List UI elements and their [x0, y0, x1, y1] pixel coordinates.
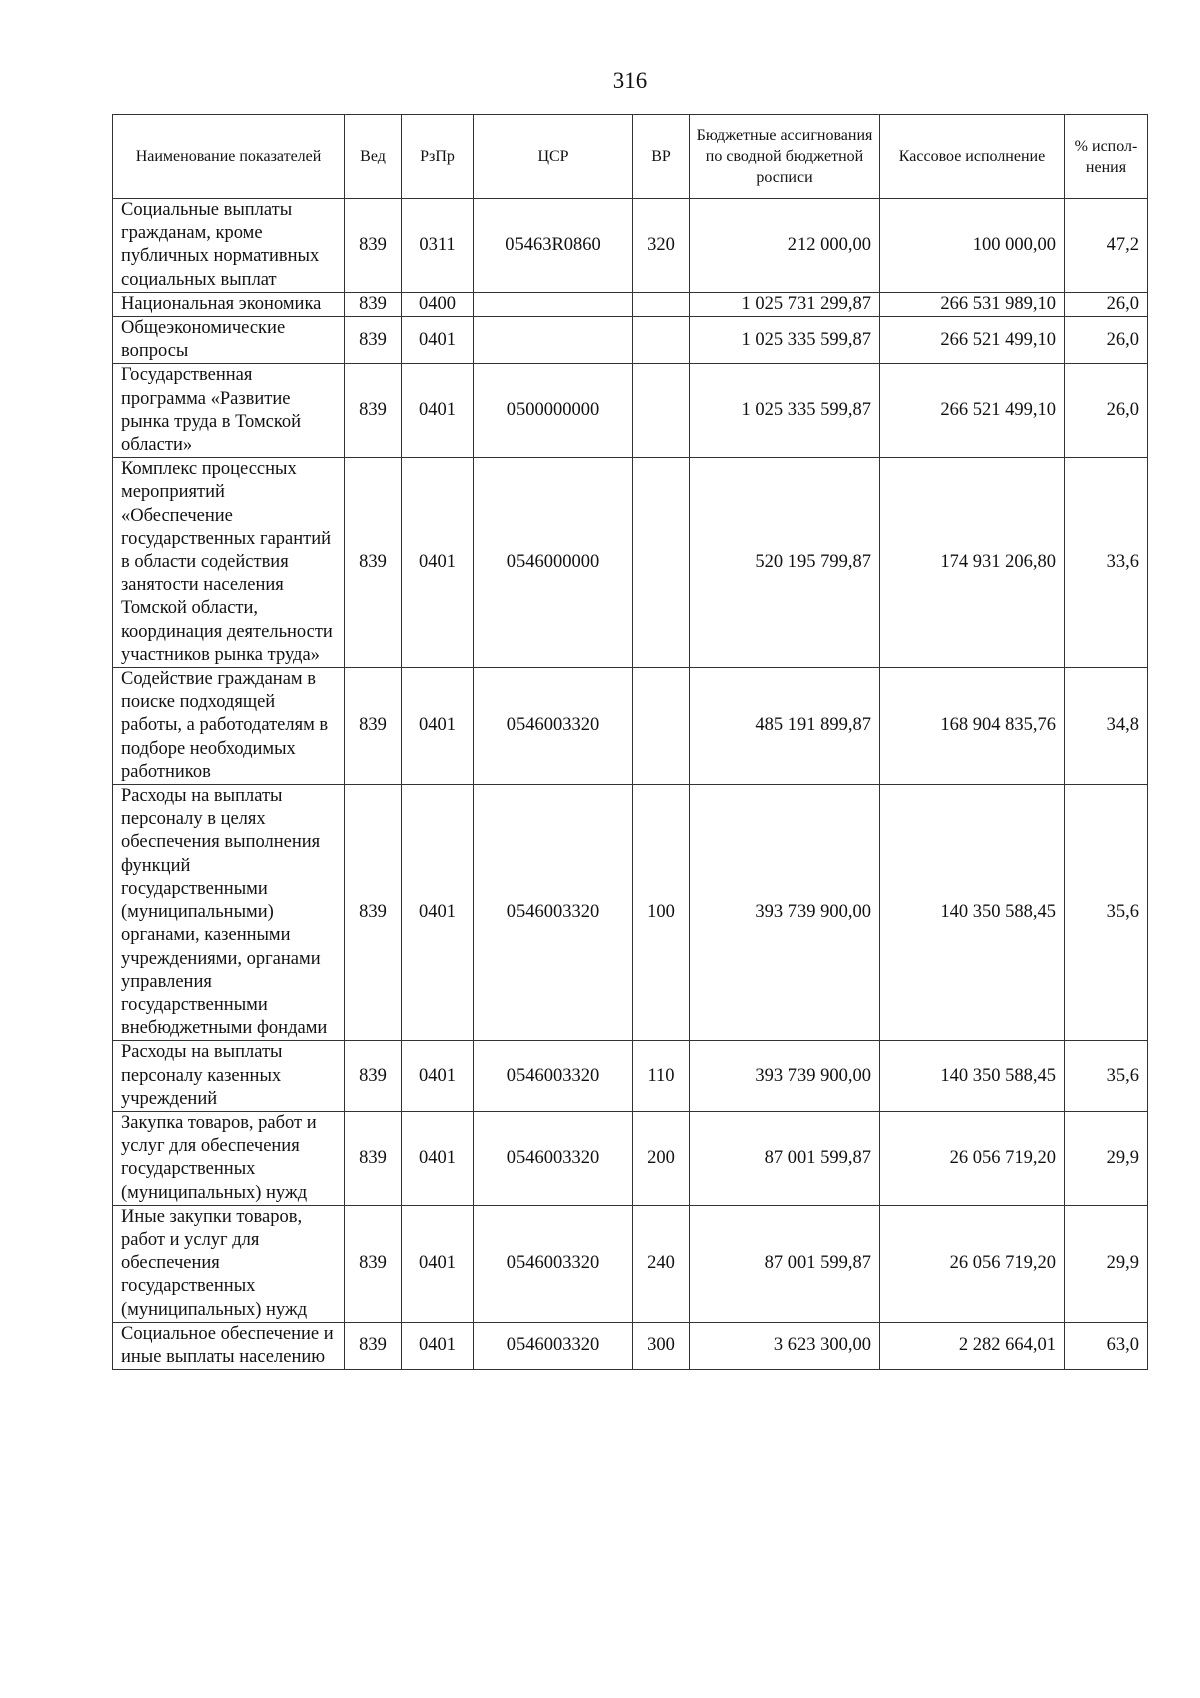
row-cash-cell: 140 350 588,45 — [880, 785, 1065, 1041]
row-csr-cell: 0546003320 — [474, 668, 633, 785]
row-vr-cell: 320 — [633, 199, 690, 293]
row-name-cell: Комплекс процессных мероприятий «Обеспечение государственных гарантий в области содействия занятости населения Томской области, координация деятельности участников рынка труда» — [113, 458, 345, 668]
row-csr-cell: 0546003320 — [474, 1205, 633, 1322]
row-budget-cell: 87 001 599,87 — [690, 1111, 880, 1205]
row-rzpr-cell: 0401 — [402, 668, 474, 785]
row-vr-cell — [633, 364, 690, 458]
table-row — [113, 458, 1148, 668]
row-ved-cell: 839 — [345, 668, 402, 785]
header-budget: Бюджетные ассигнования по сводной бюджетной росписи — [690, 115, 880, 199]
row-name-cell: Расходы на выплаты персоналу в целях обеспечения выполнения функций государственными (муниципальными) органами, казенными учреждениями, органами управления государственными внебюджетными фондами — [113, 785, 345, 1041]
budget-execution-table — [112, 114, 1148, 1370]
row-cash-cell: 26 056 719,20 — [880, 1205, 1065, 1322]
row-vr-cell — [633, 668, 690, 785]
row-ved-cell: 839 — [345, 199, 402, 293]
row-budget-cell: 485 191 899,87 — [690, 668, 880, 785]
row-rzpr-cell: 0401 — [402, 785, 474, 1041]
table-row — [113, 1111, 1148, 1205]
row-cash-cell: 174 931 206,80 — [880, 458, 1065, 668]
row-ved-cell: 839 — [345, 458, 402, 668]
row-csr-cell: 0546003320 — [474, 1041, 633, 1112]
row-ved-cell: 839 — [345, 364, 402, 458]
row-csr-cell — [474, 292, 633, 316]
header-csr: ЦСР — [474, 115, 633, 199]
table-row — [113, 785, 1148, 1041]
row-budget-cell: 1 025 335 599,87 — [690, 364, 880, 458]
row-budget-cell: 1 025 335 599,87 — [690, 317, 880, 364]
table-row — [113, 364, 1148, 458]
row-pct-cell: 26,0 — [1065, 292, 1148, 316]
row-cash-cell: 266 521 499,10 — [880, 317, 1065, 364]
row-cash-cell: 2 282 664,01 — [880, 1322, 1065, 1369]
table-header-row — [113, 115, 1148, 199]
row-cash-cell: 26 056 719,20 — [880, 1111, 1065, 1205]
header-name: Наименование показателей — [113, 115, 345, 199]
header-vr: ВР — [633, 115, 690, 199]
header-pct: % испол- нения — [1065, 115, 1148, 199]
row-vr-cell — [633, 458, 690, 668]
header-ved: Вед — [345, 115, 402, 199]
row-vr-cell — [633, 317, 690, 364]
row-budget-cell: 212 000,00 — [690, 199, 880, 293]
row-pct-cell: 26,0 — [1065, 364, 1148, 458]
row-name-cell: Государственная программа «Развитие рынка труда в Томской области» — [113, 364, 345, 458]
row-csr-cell: 0546000000 — [474, 458, 633, 668]
row-csr-cell: 0500000000 — [474, 364, 633, 458]
row-name-cell: Закупка товаров, работ и услуг для обеспечения государственных (муниципальных) нужд — [113, 1111, 345, 1205]
row-budget-cell: 3 623 300,00 — [690, 1322, 880, 1369]
table-row — [113, 1205, 1148, 1322]
row-vr-cell: 300 — [633, 1322, 690, 1369]
table-row — [113, 292, 1148, 316]
row-pct-cell: 35,6 — [1065, 785, 1148, 1041]
row-name-cell: Содействие гражданам в поиске подходящей работы, а работодателям в подборе необходимых работников — [113, 668, 345, 785]
row-vr-cell: 240 — [633, 1205, 690, 1322]
table-row — [113, 317, 1148, 364]
row-ved-cell: 839 — [345, 1111, 402, 1205]
row-rzpr-cell: 0401 — [402, 317, 474, 364]
row-pct-cell: 29,9 — [1065, 1111, 1148, 1205]
row-cash-cell: 168 904 835,76 — [880, 668, 1065, 785]
table-row — [113, 668, 1148, 785]
row-ved-cell: 839 — [345, 292, 402, 316]
row-vr-cell: 200 — [633, 1111, 690, 1205]
row-ved-cell: 839 — [345, 1041, 402, 1112]
row-csr-cell: 05463R0860 — [474, 199, 633, 293]
header-rzpr: РзПр — [402, 115, 474, 199]
row-budget-cell: 393 739 900,00 — [690, 1041, 880, 1112]
row-ved-cell: 839 — [345, 1322, 402, 1369]
row-rzpr-cell: 0311 — [402, 199, 474, 293]
row-ved-cell: 839 — [345, 785, 402, 1041]
row-budget-cell: 393 739 900,00 — [690, 785, 880, 1041]
row-rzpr-cell: 0401 — [402, 1041, 474, 1112]
row-name-cell: Социальное обеспечение и иные выплаты населению — [113, 1322, 345, 1369]
row-csr-cell — [474, 317, 633, 364]
row-ved-cell: 839 — [345, 317, 402, 364]
row-pct-cell: 63,0 — [1065, 1322, 1148, 1369]
table-row — [113, 1322, 1148, 1369]
row-name-cell: Иные закупки товаров, работ и услуг для обеспечения государственных (муниципальных) нужд — [113, 1205, 345, 1322]
row-pct-cell: 29,9 — [1065, 1205, 1148, 1322]
row-rzpr-cell: 0401 — [402, 1205, 474, 1322]
row-csr-cell: 0546003320 — [474, 1322, 633, 1369]
row-csr-cell: 0546003320 — [474, 785, 633, 1041]
row-name-cell: Социальные выплаты гражданам, кроме публичных нормативных социальных выплат — [113, 199, 345, 293]
row-name-cell: Национальная экономика — [113, 292, 345, 316]
row-ved-cell: 839 — [345, 1205, 402, 1322]
row-budget-cell: 1 025 731 299,87 — [690, 292, 880, 316]
row-cash-cell: 266 531 989,10 — [880, 292, 1065, 316]
row-vr-cell: 100 — [633, 785, 690, 1041]
row-name-cell: Общеэкономические вопросы — [113, 317, 345, 364]
row-pct-cell: 33,6 — [1065, 458, 1148, 668]
row-budget-cell: 520 195 799,87 — [690, 458, 880, 668]
row-rzpr-cell: 0400 — [402, 292, 474, 316]
row-rzpr-cell: 0401 — [402, 364, 474, 458]
row-csr-cell: 0546003320 — [474, 1111, 633, 1205]
header-cash: Кассовое исполнение — [880, 115, 1065, 199]
row-pct-cell: 47,2 — [1065, 199, 1148, 293]
row-budget-cell: 87 001 599,87 — [690, 1205, 880, 1322]
row-pct-cell: 35,6 — [1065, 1041, 1148, 1112]
row-rzpr-cell: 0401 — [402, 1322, 474, 1369]
row-cash-cell: 100 000,00 — [880, 199, 1065, 293]
table-row — [113, 1041, 1148, 1112]
row-cash-cell: 140 350 588,45 — [880, 1041, 1065, 1112]
table-row — [113, 199, 1148, 293]
row-vr-cell — [633, 292, 690, 316]
page-number: 316 — [612, 68, 648, 93]
row-pct-cell: 34,8 — [1065, 668, 1148, 785]
row-name-cell: Расходы на выплаты персоналу казенных учреждений — [113, 1041, 345, 1112]
row-vr-cell: 110 — [633, 1041, 690, 1112]
row-cash-cell: 266 521 499,10 — [880, 364, 1065, 458]
row-rzpr-cell: 0401 — [402, 458, 474, 668]
row-pct-cell: 26,0 — [1065, 317, 1148, 364]
row-rzpr-cell: 0401 — [402, 1111, 474, 1205]
